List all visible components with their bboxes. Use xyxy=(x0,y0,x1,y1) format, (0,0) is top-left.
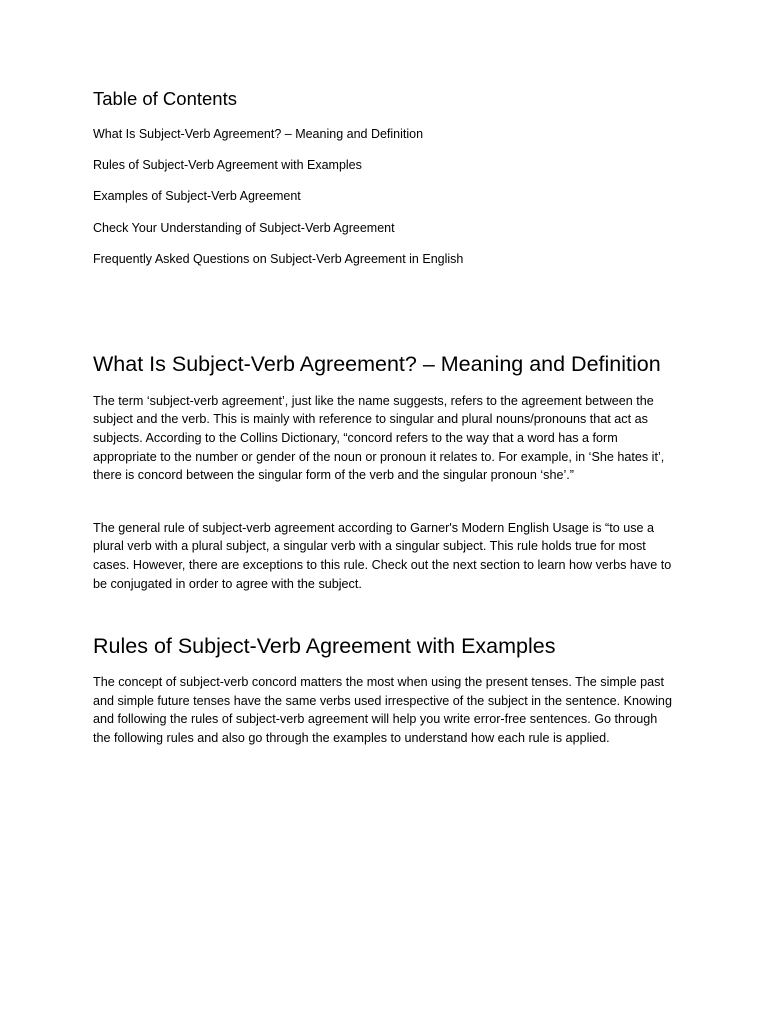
table-of-contents xyxy=(93,126,678,267)
toc-item-meaning-definition[interactable]: What Is Subject-Verb Agreement? – Meaning and Definition xyxy=(93,127,424,141)
paragraph-rules-intro: The concept of subject-verb concord matters the most when using the present tenses. The simple past and simple future tenses have the same verbs used irrespective of the subject in the sentence. Knowing and following the rules of subject-verb agreement will help you write error-free sentences. Go through the following rules and also go through the examples to understand how each rule is applied. xyxy=(93,675,672,745)
paragraph-definition: The term ‘subject-verb agreement’, just like the name suggests, refers to the agreement between the subject and the verb. This is mainly with reference to singular and plural nouns/pronouns that act as subjects. According to the Collins Dictionary, “concord refers to the way that a word has a form appropriate to the number or gender of the noun or pronoun it relates to. For example, in ‘She hates it’, there is concord between the singular form of the verb and the singular pronoun ‘she’.” xyxy=(93,393,665,483)
document-body xyxy=(93,88,678,747)
toc-item-examples[interactable]: Examples of Subject-Verb Agreement xyxy=(93,189,301,204)
toc-title: Table of Contents xyxy=(93,88,237,109)
toc-item-check-understanding[interactable]: Check Your Understanding of Subject-Verb Agreement xyxy=(93,220,395,235)
section-heading-meaning-definition: What Is Subject-Verb Agreement? – Meaning and Definition xyxy=(93,351,661,376)
section-heading-rules-examples: Rules of Subject-Verb Agreement with Examples xyxy=(93,634,556,659)
toc-item-rules-examples[interactable]: Rules of Subject-Verb Agreement with Examples xyxy=(93,158,362,173)
paragraph-general-rule: The general rule of subject-verb agreement according to Garner's Modern English Usage is “to use a plural verb with a plural subject, a singular verb with a singular subject. This rule holds true for most cases. However, there are exceptions to this rule. Check out the next section to learn how verbs have to be conjugated in order to agree with the subject. xyxy=(93,520,672,591)
toc-item-faq[interactable]: Frequently Asked Questions on Subject-Verb Agreement in English xyxy=(93,251,464,266)
